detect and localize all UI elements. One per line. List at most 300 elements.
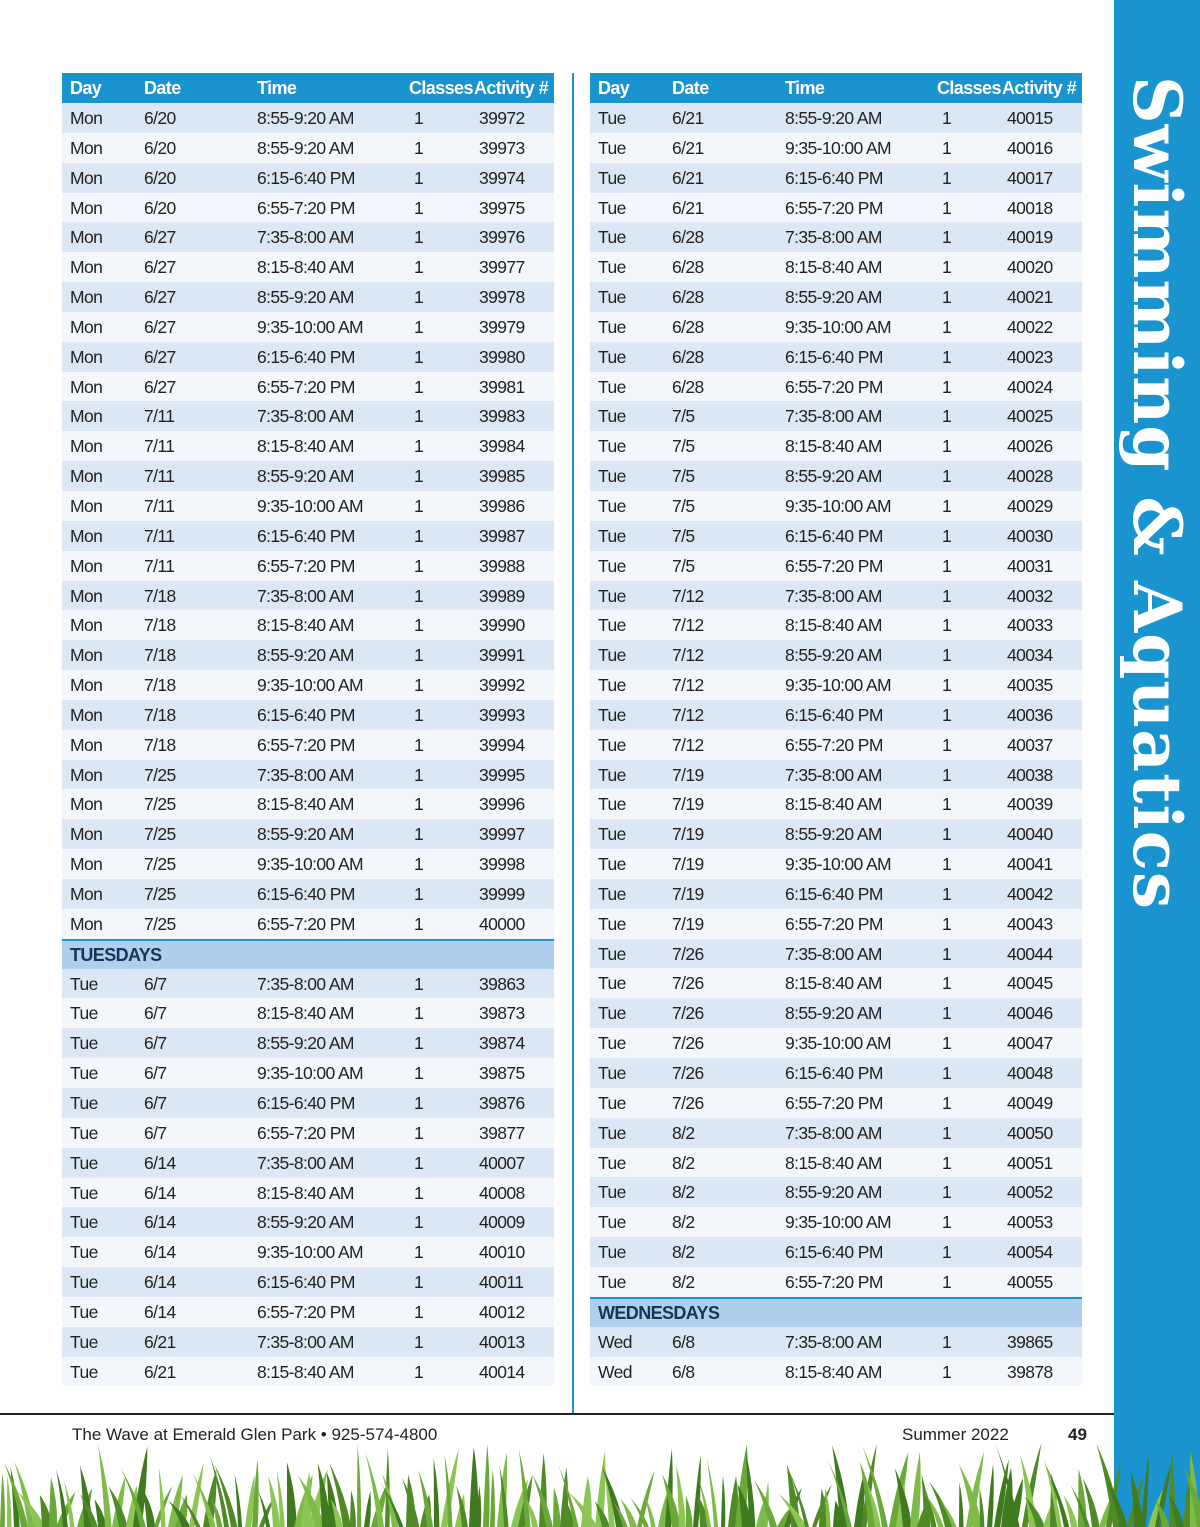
- cell-date: 7/26: [672, 943, 704, 964]
- cell-day: Tue: [598, 406, 626, 427]
- cell-activity: 40035: [1007, 675, 1053, 696]
- cell-classes: 1: [414, 316, 424, 337]
- cell-activity: 39876: [479, 1093, 525, 1113]
- cell-day: Mon: [70, 257, 103, 278]
- cell-day: Mon: [70, 764, 103, 785]
- cell-day: Mon: [70, 675, 103, 696]
- cell-date: 7/11: [144, 466, 175, 487]
- schedule-table-left: [62, 73, 554, 1386]
- cell-time: 7:35-8:00 AM: [257, 585, 354, 606]
- cell-date: 8/2: [672, 1271, 695, 1292]
- cell-day: Tue: [598, 1271, 626, 1292]
- cell-day: Wed: [598, 1361, 632, 1382]
- grass-blade: [553, 1487, 560, 1527]
- cell-classes: 1: [414, 287, 424, 308]
- cell-classes: 1: [942, 555, 952, 576]
- table-row: [590, 521, 1082, 551]
- cell-date: 6/14: [144, 1301, 176, 1322]
- cell-classes: 1: [414, 1212, 424, 1233]
- cell-time: 9:35-10:00 AM: [785, 1212, 892, 1233]
- cell-date: 7/18: [144, 704, 176, 725]
- cell-day: Tue: [598, 316, 626, 337]
- cell-activity: 39992: [479, 675, 525, 696]
- cell-date: 7/12: [672, 615, 704, 636]
- cell-time: 7:35-8:00 AM: [785, 585, 882, 606]
- cell-classes: 1: [942, 585, 952, 606]
- cell-time: 7:35-8:00 AM: [785, 764, 882, 785]
- cell-time: 9:35-10:00 AM: [785, 854, 892, 875]
- table-row: [62, 1357, 554, 1387]
- cell-date: 7/11: [144, 436, 175, 457]
- cell-activity: 40030: [1007, 525, 1053, 546]
- cell-day: Tue: [598, 436, 626, 457]
- cell-classes: 1: [414, 615, 424, 636]
- table-row: [590, 491, 1082, 521]
- cell-time: 6:55-7:20 PM: [257, 555, 355, 576]
- table-row: [590, 789, 1082, 819]
- table-row: [62, 700, 554, 730]
- cell-day: Tue: [70, 1182, 98, 1203]
- cell-activity: 39865: [1007, 1331, 1053, 1352]
- table-row: [590, 461, 1082, 491]
- cell-time: 7:35-8:00 AM: [257, 406, 354, 427]
- cell-day: Tue: [598, 1212, 626, 1233]
- cell-classes: 1: [414, 645, 424, 666]
- cell-date: 6/27: [144, 376, 176, 397]
- cell-day: Tue: [70, 1063, 98, 1084]
- cell-time: 8:55-9:20 AM: [785, 824, 882, 845]
- cell-activity: 39974: [479, 167, 525, 188]
- cell-time: 8:15-8:40 AM: [785, 1152, 882, 1173]
- cell-date: 6/21: [672, 137, 704, 158]
- cell-day: Tue: [598, 675, 626, 696]
- grass-blade: [959, 1482, 963, 1527]
- cell-activity: 39989: [479, 585, 525, 606]
- cell-time: 6:15-6:40 PM: [785, 1063, 883, 1083]
- cell-activity: 40025: [1007, 406, 1053, 427]
- cell-time: 8:55-9:20 AM: [257, 287, 354, 308]
- cell-time: 8:15-8:40 AM: [257, 615, 354, 636]
- table-row: [62, 342, 554, 372]
- header-classes: Classes: [937, 78, 1001, 98]
- cell-time: 6:15-6:40 PM: [257, 346, 355, 367]
- cell-time: 6:55-7:20 PM: [257, 376, 355, 397]
- table-row: [590, 342, 1082, 372]
- cell-time: 6:55-7:20 PM: [785, 734, 883, 755]
- cell-date: 6/27: [144, 227, 176, 248]
- cell-date: 6/7: [144, 1063, 167, 1084]
- cell-classes: 1: [414, 197, 424, 218]
- cell-date: 6/27: [144, 287, 176, 308]
- cell-time: 7:35-8:00 AM: [257, 227, 354, 248]
- cell-day: Tue: [598, 1063, 626, 1083]
- grass-blade: [0, 1473, 5, 1527]
- table-row: [590, 252, 1082, 282]
- cell-day: Tue: [598, 585, 626, 606]
- cell-activity: 39873: [479, 1003, 525, 1024]
- cell-date: 6/7: [144, 973, 167, 994]
- cell-activity: 40019: [1007, 227, 1053, 248]
- header-day: Day: [598, 78, 630, 98]
- cell-day: Mon: [70, 406, 103, 427]
- cell-classes: 1: [414, 794, 424, 815]
- cell-day: Mon: [70, 316, 103, 337]
- cell-classes: 1: [942, 1063, 952, 1083]
- cell-activity: 39993: [479, 704, 525, 725]
- cell-day: Mon: [70, 913, 103, 934]
- cell-day: Tue: [598, 824, 626, 845]
- header-time: Time: [785, 78, 825, 98]
- cell-time: 6:15-6:40 PM: [785, 704, 883, 725]
- header-time: Time: [257, 78, 297, 98]
- cell-day: Tue: [70, 1122, 98, 1143]
- cell-activity: 40040: [1007, 824, 1053, 845]
- cell-classes: 1: [414, 137, 424, 158]
- cell-activity: 40013: [479, 1331, 525, 1352]
- cell-activity: 40022: [1007, 316, 1053, 337]
- cell-time: 6:15-6:40 PM: [785, 525, 883, 546]
- cell-date: 6/7: [144, 1003, 167, 1024]
- cell-classes: 1: [414, 1301, 424, 1322]
- cell-activity: 40012: [479, 1301, 525, 1322]
- table-row: [590, 163, 1082, 193]
- cell-date: 7/11: [144, 495, 175, 516]
- cell-date: 6/28: [672, 316, 704, 337]
- grass-blade: [143, 1489, 155, 1527]
- cell-date: 7/5: [672, 495, 695, 516]
- cell-classes: 1: [942, 406, 952, 427]
- cell-day: Tue: [598, 883, 626, 904]
- cell-day: Mon: [70, 495, 103, 516]
- cell-time: 6:15-6:40 PM: [785, 1242, 883, 1263]
- cell-classes: 1: [414, 406, 424, 427]
- cell-date: 6/14: [144, 1272, 176, 1293]
- cell-date: 8/2: [672, 1182, 695, 1203]
- cell-time: 6:55-7:20 PM: [785, 197, 883, 218]
- cell-activity: 39972: [479, 108, 525, 128]
- table-row: [590, 879, 1082, 909]
- rows-tuesdays: [62, 969, 554, 1387]
- table-row: [590, 401, 1082, 431]
- cell-activity: 40051: [1007, 1152, 1053, 1173]
- cell-day: Tue: [598, 854, 626, 875]
- cell-activity: 39980: [479, 346, 525, 367]
- cell-activity: 40028: [1007, 466, 1053, 487]
- cell-time: 8:15-8:40 AM: [257, 436, 354, 457]
- cell-date: 6/28: [672, 287, 704, 308]
- cell-time: 8:55-9:20 AM: [785, 287, 882, 308]
- table-row: [62, 849, 554, 879]
- table-row: [62, 1088, 554, 1118]
- cell-time: 6:15-6:40 PM: [257, 883, 355, 904]
- cell-date: 8/2: [672, 1152, 695, 1173]
- cell-activity: 40039: [1007, 794, 1053, 815]
- cell-classes: 1: [414, 495, 424, 516]
- cell-date: 7/5: [672, 436, 695, 457]
- header-activity: Activity #: [1002, 78, 1077, 98]
- cell-day: Mon: [70, 108, 103, 128]
- cell-date: 7/12: [672, 645, 704, 666]
- cell-activity: 40007: [479, 1152, 525, 1173]
- table-row: [590, 193, 1082, 223]
- cell-classes: 1: [942, 436, 952, 457]
- cell-activity: 40054: [1007, 1242, 1053, 1263]
- table-row: [590, 372, 1082, 402]
- table-row: [62, 879, 554, 909]
- cell-day: Tue: [598, 1003, 626, 1024]
- table-row: [62, 252, 554, 282]
- cell-day: Tue: [70, 1093, 98, 1113]
- table-row: [62, 998, 554, 1028]
- table-row: [590, 610, 1082, 640]
- cell-date: 7/25: [144, 794, 176, 815]
- cell-day: Tue: [598, 913, 626, 934]
- cell-classes: 1: [942, 943, 952, 964]
- cell-classes: 1: [414, 466, 424, 487]
- table-row: [590, 909, 1082, 939]
- cell-activity: 39977: [479, 257, 525, 278]
- cell-date: 7/26: [672, 1003, 704, 1024]
- cell-classes: 1: [942, 794, 952, 815]
- cell-date: 7/19: [672, 764, 704, 785]
- table-row: [590, 103, 1082, 133]
- cell-activity: 40026: [1007, 436, 1053, 457]
- cell-day: Mon: [70, 436, 103, 457]
- cell-day: Mon: [70, 197, 103, 218]
- cell-time: 8:55-9:20 AM: [257, 137, 354, 158]
- cell-classes: 1: [414, 1122, 424, 1143]
- cell-classes: 1: [942, 645, 952, 666]
- cell-time: 6:15-6:40 PM: [257, 525, 355, 546]
- cell-date: 7/19: [672, 883, 704, 904]
- cell-activity: 39986: [479, 495, 525, 516]
- table-row: [62, 730, 554, 760]
- cell-date: 7/11: [144, 555, 175, 576]
- table-row: [62, 1207, 554, 1237]
- grass-blade: [364, 1491, 371, 1527]
- cell-time: 9:35-10:00 AM: [257, 495, 364, 516]
- cell-date: 7/26: [672, 1092, 704, 1113]
- cell-date: 7/25: [144, 764, 176, 785]
- cell-activity: 40014: [479, 1361, 525, 1382]
- cell-time: 6:15-6:40 PM: [785, 883, 883, 904]
- grass-blade: [434, 1458, 440, 1527]
- table-row: [590, 1028, 1082, 1058]
- cell-activity: 40036: [1007, 704, 1053, 725]
- cell-day: Mon: [70, 794, 103, 815]
- table-row: [590, 133, 1082, 163]
- cell-classes: 1: [942, 615, 952, 636]
- table-row: [62, 222, 554, 252]
- cell-day: Mon: [70, 287, 103, 308]
- cell-date: 6/20: [144, 167, 176, 188]
- cell-date: 7/26: [672, 1063, 704, 1083]
- table-row: [62, 193, 554, 223]
- cell-classes: 1: [942, 1212, 952, 1233]
- grass-blade: [721, 1475, 725, 1527]
- rows-tuesdays-cont: [590, 103, 1082, 1297]
- table-row: [590, 282, 1082, 312]
- section-label-wednesdays: [590, 1297, 1082, 1327]
- cell-activity: 40047: [1007, 1033, 1053, 1054]
- table-row: [62, 789, 554, 819]
- cell-time: 6:55-7:20 PM: [257, 1301, 355, 1322]
- cell-time: 8:15-8:40 AM: [785, 794, 882, 815]
- header-date: Date: [672, 78, 709, 98]
- cell-classes: 1: [414, 1152, 424, 1173]
- cell-time: 6:55-7:20 PM: [785, 555, 883, 576]
- cell-activity: 40017: [1007, 167, 1053, 188]
- cell-time: 8:55-9:20 AM: [257, 1033, 354, 1054]
- table-row: [62, 312, 554, 342]
- grass-blade: [979, 1487, 984, 1527]
- table-row: [62, 909, 554, 939]
- cell-classes: 1: [414, 824, 424, 845]
- table-row: [590, 1088, 1082, 1118]
- cell-date: 7/18: [144, 585, 176, 606]
- cell-activity: 40041: [1007, 854, 1053, 875]
- cell-time: 8:15-8:40 AM: [257, 794, 354, 815]
- cell-day: Mon: [70, 376, 103, 397]
- cell-day: Tue: [598, 704, 626, 725]
- cell-classes: 1: [942, 197, 952, 218]
- cell-date: 8/2: [672, 1242, 695, 1263]
- cell-activity: 39997: [479, 824, 525, 845]
- cell-time: 9:35-10:00 AM: [785, 675, 892, 696]
- cell-activity: 40031: [1007, 555, 1053, 576]
- cell-date: 6/20: [144, 197, 176, 218]
- cell-time: 6:15-6:40 PM: [257, 1093, 355, 1113]
- cell-time: 7:35-8:00 AM: [257, 764, 354, 785]
- cell-day: Tue: [598, 764, 626, 785]
- cell-classes: 1: [942, 675, 952, 696]
- table-row: [62, 372, 554, 402]
- cell-date: 6/28: [672, 227, 704, 248]
- cell-activity: 40048: [1007, 1063, 1053, 1083]
- table-row: [62, 610, 554, 640]
- cell-day: Tue: [598, 1152, 626, 1173]
- header-activity: Activity #: [474, 78, 549, 98]
- cell-activity: 39983: [479, 406, 525, 427]
- cell-classes: 1: [942, 1122, 952, 1143]
- cell-classes: 1: [414, 555, 424, 576]
- cell-classes: 1: [942, 376, 952, 397]
- cell-date: 6/27: [144, 346, 176, 367]
- cell-classes: 1: [942, 167, 952, 188]
- cell-date: 7/19: [672, 913, 704, 934]
- cell-classes: 1: [942, 1182, 952, 1203]
- cell-activity: 39984: [479, 436, 525, 457]
- cell-activity: 40024: [1007, 376, 1053, 397]
- table-row: [590, 1177, 1082, 1207]
- cell-date: 8/2: [672, 1122, 695, 1143]
- cell-time: 7:35-8:00 AM: [257, 1331, 354, 1352]
- cell-day: Tue: [70, 1152, 98, 1173]
- table-row: [62, 1028, 554, 1058]
- cell-activity: 39994: [479, 734, 525, 755]
- cell-time: 7:35-8:00 AM: [257, 1152, 354, 1173]
- cell-date: 7/12: [672, 734, 704, 755]
- section-title: Swimming & Aquatics: [1118, 76, 1196, 910]
- cell-time: 7:35-8:00 AM: [257, 973, 354, 994]
- cell-day: Tue: [598, 287, 626, 308]
- cell-time: 6:15-6:40 PM: [785, 167, 883, 188]
- grass-decoration: [0, 1440, 1200, 1527]
- cell-classes: 1: [942, 1242, 952, 1263]
- cell-activity: 40052: [1007, 1182, 1053, 1203]
- cell-activity: 39988: [479, 555, 525, 576]
- cell-classes: 1: [942, 764, 952, 785]
- cell-day: Tue: [598, 466, 626, 487]
- header-date: Date: [144, 78, 181, 98]
- cell-classes: 1: [414, 167, 424, 188]
- cell-activity: 40011: [479, 1272, 524, 1293]
- cell-day: Tue: [70, 1003, 98, 1024]
- cell-classes: 1: [942, 227, 952, 248]
- table-row: [62, 551, 554, 581]
- table-row: [590, 849, 1082, 879]
- cell-time: 9:35-10:00 AM: [257, 316, 364, 337]
- cell-classes: 1: [942, 1271, 952, 1292]
- table-header: [62, 73, 554, 103]
- cell-date: 6/21: [144, 1361, 176, 1382]
- cell-date: 7/18: [144, 675, 176, 696]
- cell-activity: 40038: [1007, 764, 1053, 785]
- cell-day: Tue: [598, 346, 626, 367]
- cell-time: 8:15-8:40 AM: [785, 973, 882, 994]
- grass-blade: [910, 1452, 921, 1527]
- table-row: [62, 431, 554, 461]
- cell-classes: 1: [414, 704, 424, 725]
- cell-classes: 1: [942, 137, 952, 158]
- cell-date: 7/12: [672, 704, 704, 725]
- cell-time: 8:55-9:20 AM: [785, 108, 882, 128]
- cell-day: Mon: [70, 227, 103, 248]
- cell-activity: 40053: [1007, 1212, 1053, 1233]
- cell-classes: 1: [414, 1003, 424, 1024]
- cell-date: 7/5: [672, 406, 695, 427]
- cell-date: 6/21: [144, 1331, 176, 1352]
- cell-classes: 1: [414, 227, 424, 248]
- cell-activity: 40034: [1007, 645, 1053, 666]
- cell-day: Tue: [598, 645, 626, 666]
- cell-day: Tue: [598, 615, 626, 636]
- cell-time: 6:55-7:20 PM: [785, 1271, 883, 1292]
- cell-classes: 1: [414, 436, 424, 457]
- cell-time: 9:35-10:00 AM: [257, 675, 364, 696]
- footer-rule: [0, 1413, 1114, 1415]
- cell-activity: 39975: [479, 197, 525, 218]
- cell-day: Mon: [70, 615, 103, 636]
- cell-date: 7/19: [672, 794, 704, 815]
- cell-day: Mon: [70, 585, 103, 606]
- cell-day: Mon: [70, 734, 103, 755]
- cell-classes: 1: [414, 1182, 424, 1203]
- cell-time: 9:35-10:00 AM: [785, 1033, 892, 1054]
- cell-day: Mon: [70, 167, 103, 188]
- cell-day: Tue: [70, 1301, 98, 1322]
- table-row: [62, 640, 554, 670]
- grass-blade: [490, 1469, 495, 1527]
- cell-date: 6/8: [672, 1361, 695, 1382]
- cell-date: 7/18: [144, 645, 176, 666]
- column-divider: [572, 73, 574, 1413]
- cell-activity: 40009: [479, 1212, 525, 1233]
- table-row: [590, 1058, 1082, 1088]
- cell-classes: 1: [942, 973, 952, 994]
- cell-time: 8:55-9:20 AM: [785, 466, 882, 487]
- cell-time: 8:15-8:40 AM: [785, 257, 882, 278]
